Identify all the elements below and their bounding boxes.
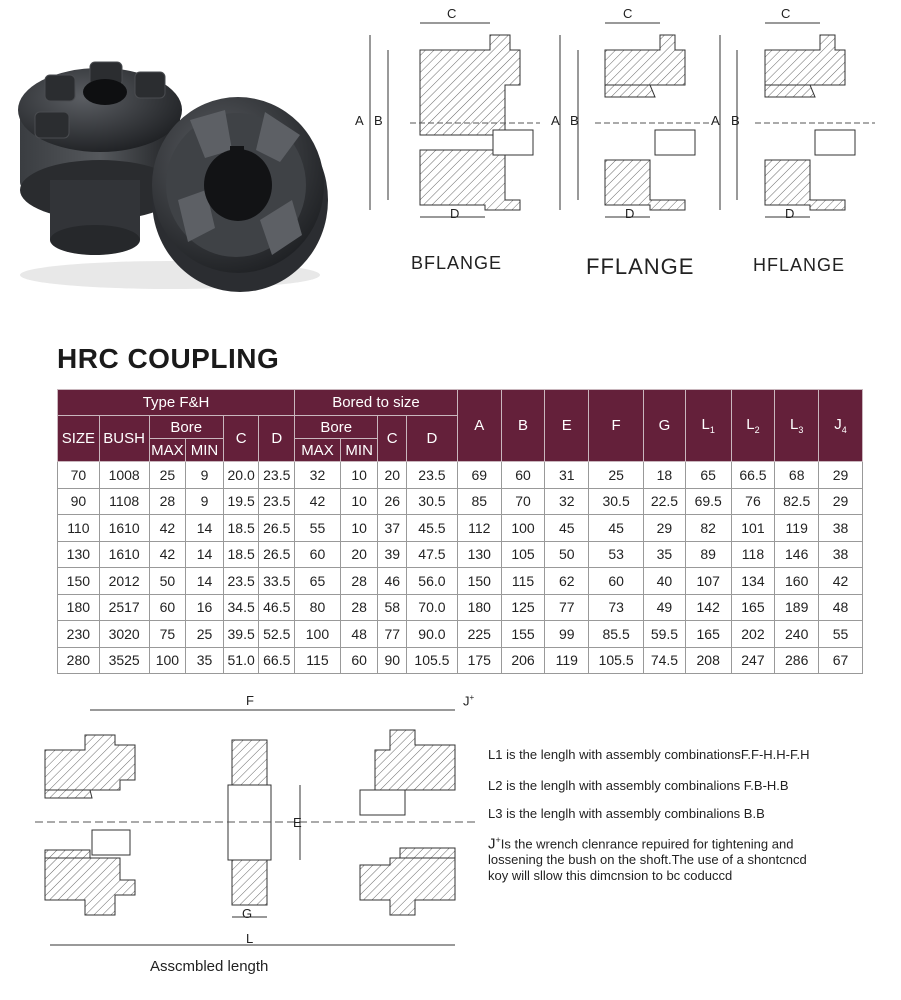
table-cell: 75 xyxy=(149,621,186,648)
table-cell: 85 xyxy=(457,488,501,515)
table-cell: 18.5 xyxy=(223,541,259,568)
table-cell: 31 xyxy=(545,462,589,489)
table-cell: 42 xyxy=(295,488,341,515)
col-c-fh: C xyxy=(223,416,259,462)
table-cell: 20 xyxy=(378,462,406,489)
table-cell: 23.5 xyxy=(259,488,295,515)
table-cell: 1610 xyxy=(99,541,149,568)
spec-table xyxy=(57,389,863,674)
col-l1: $L_1$ xyxy=(685,390,731,462)
table-row xyxy=(58,541,863,568)
col-b: B xyxy=(501,390,545,462)
table-cell: 32 xyxy=(545,488,589,515)
table-cell: 23.5 xyxy=(259,462,295,489)
table-cell: 130 xyxy=(457,541,501,568)
coupling-photo xyxy=(10,50,330,300)
col-e: E xyxy=(545,390,589,462)
fflange-label: FFLANGE xyxy=(586,254,695,279)
table-cell: 30.5 xyxy=(589,488,644,515)
col-a: A xyxy=(457,390,501,462)
table-cell: 247 xyxy=(731,647,775,674)
table-row xyxy=(58,488,863,515)
table-cell: 45 xyxy=(589,515,644,542)
table-cell: 77 xyxy=(545,594,589,621)
col-d-bored: D xyxy=(406,416,457,462)
table-cell: 23.5 xyxy=(406,462,457,489)
table-cell: 69.5 xyxy=(685,488,731,515)
table-cell: 175 xyxy=(457,647,501,674)
col-g: G xyxy=(644,390,686,462)
table-cell: 90.0 xyxy=(406,621,457,648)
table-cell: 25 xyxy=(149,462,186,489)
table-cell: 37 xyxy=(378,515,406,542)
table-cell: 3020 xyxy=(99,621,149,648)
table-cell: 40 xyxy=(644,568,686,595)
hflange-label: HFLANGE xyxy=(753,255,846,275)
table-cell: 66.5 xyxy=(259,647,295,674)
table-cell: 76 xyxy=(731,488,775,515)
table-cell: 70.0 xyxy=(406,594,457,621)
col-bore-bored: Bore xyxy=(295,416,378,439)
table-row xyxy=(58,621,863,648)
assembly-drawing xyxy=(30,690,490,990)
table-cell: 82.5 xyxy=(775,488,819,515)
col-l3: $L_3$ xyxy=(775,390,819,462)
table-cell: 16 xyxy=(186,594,224,621)
table-cell: 230 xyxy=(58,621,100,648)
col-min-bored: MIN xyxy=(340,439,378,462)
table-cell: 33.5 xyxy=(259,568,295,595)
assembly-dim-e: E xyxy=(293,815,302,830)
table-cell: 85.5 xyxy=(589,621,644,648)
table-cell: 100 xyxy=(149,647,186,674)
table-cell: 118 xyxy=(731,541,775,568)
table-cell: 105 xyxy=(501,541,545,568)
table-cell: 46 xyxy=(378,568,406,595)
table-cell: 55 xyxy=(819,621,863,648)
bflange-dim-c: C xyxy=(447,6,457,21)
table-cell: 150 xyxy=(58,568,100,595)
table-cell: 150 xyxy=(457,568,501,595)
assembly-dim-g: G xyxy=(242,906,253,921)
table-cell: 60 xyxy=(501,462,545,489)
table-cell: 202 xyxy=(731,621,775,648)
table-cell: 60 xyxy=(340,647,378,674)
note-j-mark: J xyxy=(488,835,496,853)
col-j4: $J_4$ xyxy=(819,390,863,462)
col-d-fh: D xyxy=(259,416,295,462)
table-cell: 1610 xyxy=(99,515,149,542)
table-cell: 26.5 xyxy=(259,541,295,568)
table-cell: 26.5 xyxy=(259,515,295,542)
table-cell: 9 xyxy=(186,488,224,515)
table-cell: 119 xyxy=(775,515,819,542)
note-l2: L2 is the lenglh with assembly combinalions F.B-H.B xyxy=(488,778,789,793)
table-cell: 112 xyxy=(457,515,501,542)
assembled-length-label: Asscmbled length xyxy=(150,958,269,975)
table-cell: 100 xyxy=(295,621,341,648)
table-cell: 29 xyxy=(819,488,863,515)
table-cell: 35 xyxy=(644,541,686,568)
table-cell: 240 xyxy=(775,621,819,648)
note-j: J+Is the wrench clenrance repuired for tightening and lossening the bush on the shoft.The use of a shontcncd koy will sllow this dimcnsion to bc coduccd xyxy=(488,835,807,884)
table-cell: 208 xyxy=(685,647,731,674)
table-cell: 130 xyxy=(58,541,100,568)
table-cell: 25 xyxy=(186,621,224,648)
table-cell: 1108 xyxy=(99,488,149,515)
fflange-drawing xyxy=(560,23,710,217)
col-l2: $L_2$ xyxy=(731,390,775,462)
table-cell: 100 xyxy=(501,515,545,542)
table-cell: 42 xyxy=(149,541,186,568)
table-cell: 45.5 xyxy=(406,515,457,542)
col-max-bored: MAX xyxy=(295,439,341,462)
fflange-dim-c: C xyxy=(623,6,633,21)
table-cell: 26 xyxy=(378,488,406,515)
fflange-dim-b: B xyxy=(570,113,579,128)
table-cell: 48 xyxy=(340,621,378,648)
table-cell: 58 xyxy=(378,594,406,621)
table-cell: 28 xyxy=(340,594,378,621)
table-cell: 60 xyxy=(295,541,341,568)
table-row xyxy=(58,594,863,621)
table-cell: 50 xyxy=(149,568,186,595)
table-cell: 47.5 xyxy=(406,541,457,568)
spec-table-body xyxy=(58,462,863,674)
table-cell: 14 xyxy=(186,568,224,595)
table-cell: 1008 xyxy=(99,462,149,489)
table-cell: 59.5 xyxy=(644,621,686,648)
table-cell: 69 xyxy=(457,462,501,489)
table-cell: 49 xyxy=(644,594,686,621)
table-cell: 19.5 xyxy=(223,488,259,515)
table-cell: 206 xyxy=(501,647,545,674)
table-cell: 99 xyxy=(545,621,589,648)
hflange-dim-c: C xyxy=(781,6,791,21)
table-cell: 115 xyxy=(295,647,341,674)
table-cell: 52.5 xyxy=(259,621,295,648)
group-bored-to-size: Bored to size xyxy=(295,390,458,416)
assembly-dim-l: L xyxy=(246,931,254,946)
table-cell: 180 xyxy=(457,594,501,621)
table-cell: 74.5 xyxy=(644,647,686,674)
table-cell: 155 xyxy=(501,621,545,648)
table-cell: 18 xyxy=(644,462,686,489)
table-cell: 39 xyxy=(378,541,406,568)
table-cell: 115 xyxy=(501,568,545,595)
fflange-dim-a: A xyxy=(551,113,560,128)
table-cell: 142 xyxy=(685,594,731,621)
table-cell: 70 xyxy=(58,462,100,489)
table-cell: 286 xyxy=(775,647,819,674)
table-row xyxy=(58,568,863,595)
table-cell: 56.0 xyxy=(406,568,457,595)
table-cell: 60 xyxy=(589,568,644,595)
table-cell: 82 xyxy=(685,515,731,542)
table-cell: 90 xyxy=(378,647,406,674)
assembly-dim-f: F xyxy=(246,693,254,708)
fflange-dim-d: D xyxy=(625,206,635,221)
col-c-bored: C xyxy=(378,416,406,462)
table-cell: 89 xyxy=(685,541,731,568)
table-cell: 45 xyxy=(545,515,589,542)
hflange-dim-a: A xyxy=(711,113,720,128)
bflange-label: BFLANGE xyxy=(411,253,503,273)
table-cell: 35 xyxy=(186,647,224,674)
table-cell: 53 xyxy=(589,541,644,568)
note-l3: L3 is the lenglh with assembly combinalions B.B xyxy=(488,806,765,821)
table-row xyxy=(58,647,863,674)
table-cell: 105.5 xyxy=(589,647,644,674)
table-cell: 23.5 xyxy=(223,568,259,595)
table-cell: 146 xyxy=(775,541,819,568)
table-cell: 110 xyxy=(58,515,100,542)
table-cell: 29 xyxy=(819,462,863,489)
table-cell: 67 xyxy=(819,647,863,674)
col-f: F xyxy=(589,390,644,462)
table-cell: 65 xyxy=(685,462,731,489)
table-cell: 60 xyxy=(149,594,186,621)
table-cell: 280 xyxy=(58,647,100,674)
table-cell: 62 xyxy=(545,568,589,595)
table-cell: 28 xyxy=(149,488,186,515)
bflange-drawing xyxy=(370,23,540,217)
table-cell: 38 xyxy=(819,541,863,568)
hflange-drawing xyxy=(720,23,875,217)
bflange-dim-a: A xyxy=(355,113,364,128)
hflange-dim-d: D xyxy=(785,206,795,221)
table-cell: 134 xyxy=(731,568,775,595)
table-cell: 80 xyxy=(295,594,341,621)
table-cell: 32 xyxy=(295,462,341,489)
table-cell: 25 xyxy=(589,462,644,489)
table-cell: 2517 xyxy=(99,594,149,621)
table-cell: 65 xyxy=(295,568,341,595)
table-cell: 3525 xyxy=(99,647,149,674)
table-cell: 119 xyxy=(545,647,589,674)
table-cell: 10 xyxy=(340,462,378,489)
bflange-dim-b: B xyxy=(374,113,383,128)
col-min-fh: MIN xyxy=(186,439,224,462)
table-cell: 42 xyxy=(149,515,186,542)
table-cell: 90 xyxy=(58,488,100,515)
table-cell: 28 xyxy=(340,568,378,595)
table-cell: 38 xyxy=(819,515,863,542)
table-cell: 101 xyxy=(731,515,775,542)
table-cell: 48 xyxy=(819,594,863,621)
table-cell: 125 xyxy=(501,594,545,621)
table-cell: 39.5 xyxy=(223,621,259,648)
table-cell: 10 xyxy=(340,488,378,515)
table-cell: 14 xyxy=(186,541,224,568)
table-cell: 165 xyxy=(685,621,731,648)
flange-diagrams xyxy=(350,5,890,295)
table-cell: 73 xyxy=(589,594,644,621)
assembly-dim-j: J+ xyxy=(463,693,475,709)
table-cell: 30.5 xyxy=(406,488,457,515)
hflange-dim-b: B xyxy=(731,113,740,128)
table-cell: 70 xyxy=(501,488,545,515)
table-cell: 77 xyxy=(378,621,406,648)
group-type-fh: Type F&H xyxy=(58,390,295,416)
table-cell: 160 xyxy=(775,568,819,595)
table-cell: 105.5 xyxy=(406,647,457,674)
table-cell: 14 xyxy=(186,515,224,542)
bflange-dim-d: D xyxy=(450,206,460,221)
table-cell: 18.5 xyxy=(223,515,259,542)
note-l1: L1 is the lenglh with assembly combinationsF.F-H.H-F.H xyxy=(488,747,810,762)
table-row xyxy=(58,462,863,489)
table-cell: 189 xyxy=(775,594,819,621)
page-title: HRC COUPLING xyxy=(57,343,280,374)
table-cell: 68 xyxy=(775,462,819,489)
col-size: SIZE xyxy=(58,416,100,462)
table-cell: 50 xyxy=(545,541,589,568)
table-cell: 29 xyxy=(644,515,686,542)
table-cell: 225 xyxy=(457,621,501,648)
table-row xyxy=(58,515,863,542)
table-cell: 9 xyxy=(186,462,224,489)
table-cell: 107 xyxy=(685,568,731,595)
col-max-fh: MAX xyxy=(149,439,186,462)
table-cell: 10 xyxy=(340,515,378,542)
table-cell: 22.5 xyxy=(644,488,686,515)
table-cell: 20.0 xyxy=(223,462,259,489)
table-cell: 180 xyxy=(58,594,100,621)
col-bore-fh: Bore xyxy=(149,416,223,439)
table-cell: 51.0 xyxy=(223,647,259,674)
col-bush: BUSH xyxy=(99,416,149,462)
table-cell: 165 xyxy=(731,594,775,621)
table-cell: 20 xyxy=(340,541,378,568)
table-cell: 55 xyxy=(295,515,341,542)
table-cell: 34.5 xyxy=(223,594,259,621)
table-cell: 42 xyxy=(819,568,863,595)
table-cell: 46.5 xyxy=(259,594,295,621)
table-cell: 2012 xyxy=(99,568,149,595)
table-cell: 66.5 xyxy=(731,462,775,489)
